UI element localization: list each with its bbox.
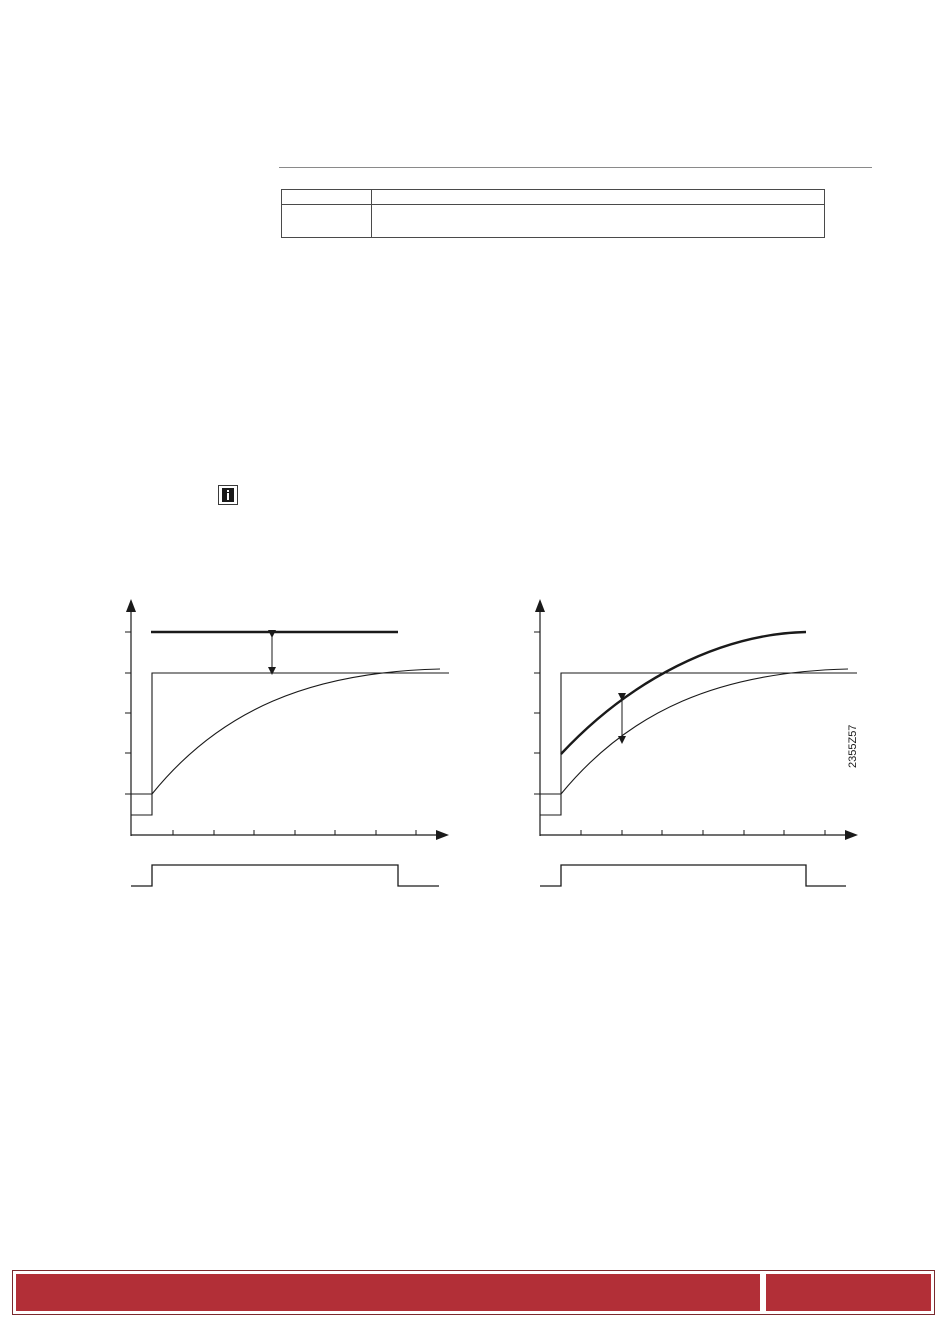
y-ticks xyxy=(125,632,131,794)
footer-page-box xyxy=(766,1274,931,1311)
y-axis-arrow xyxy=(535,599,545,612)
response-curve xyxy=(152,669,440,794)
rising-target-curve xyxy=(561,632,806,754)
x-axis-arrow xyxy=(436,830,449,840)
y-axis-arrow xyxy=(126,599,136,612)
on-off-signal xyxy=(540,865,846,886)
y-ticks xyxy=(534,632,540,794)
right-diagram xyxy=(534,599,858,886)
response-curve xyxy=(561,669,848,794)
x-ticks xyxy=(173,830,416,835)
on-off-signal xyxy=(131,865,439,886)
drawing-code: 2355Z57 xyxy=(847,724,859,768)
left-diagram xyxy=(125,599,449,886)
x-ticks xyxy=(581,830,825,835)
x-axis-arrow xyxy=(845,830,858,840)
footer-bar xyxy=(16,1274,760,1311)
